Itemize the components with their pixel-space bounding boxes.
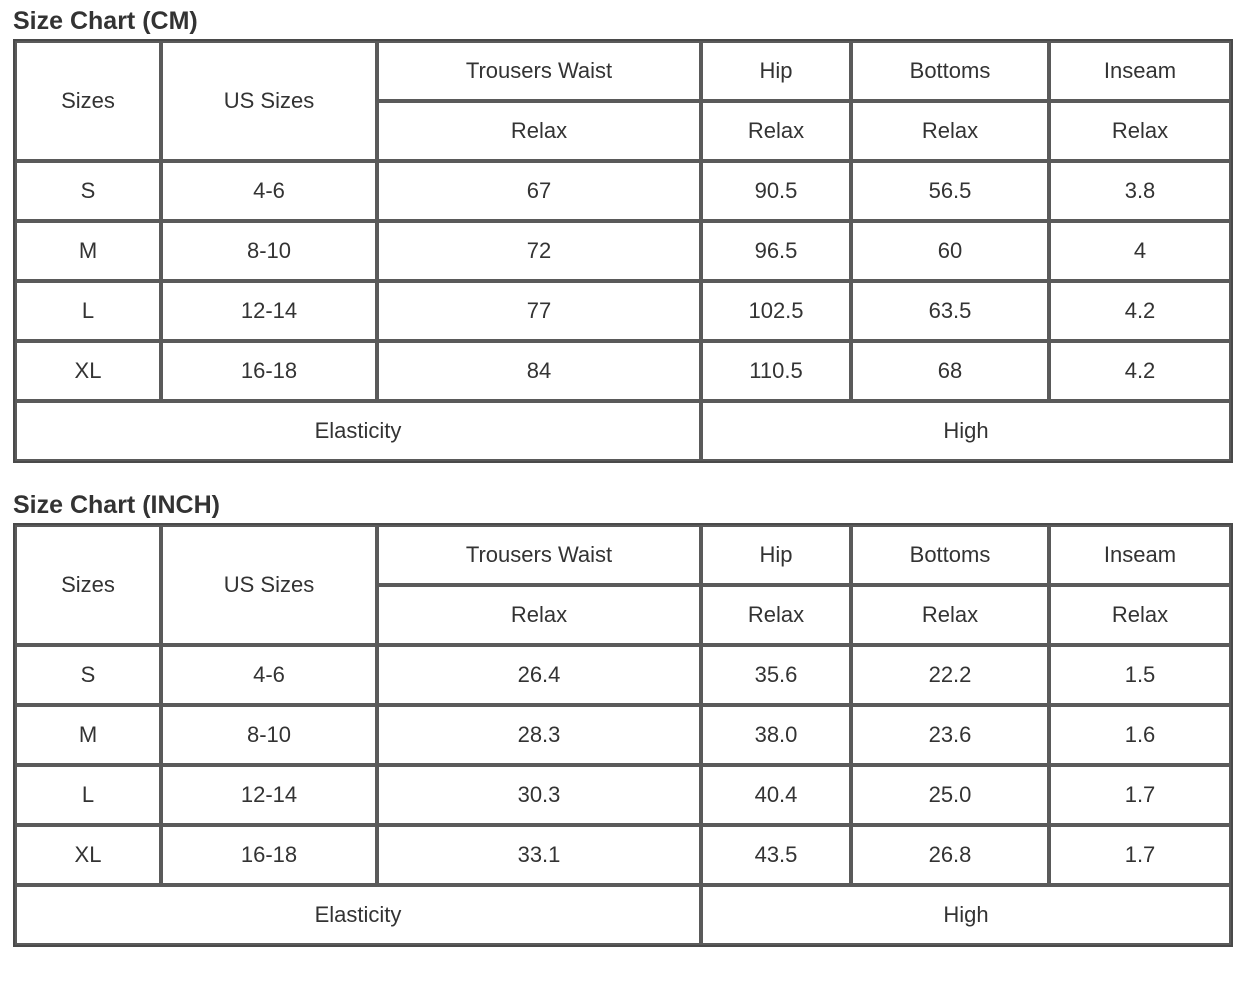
- hip-cell: 38.0: [701, 705, 851, 765]
- inseam-cell: 1.6: [1049, 705, 1231, 765]
- inseam-cell: 1.7: [1049, 825, 1231, 885]
- waist-cell: 28.3: [377, 705, 701, 765]
- size-cell: XL: [15, 825, 161, 885]
- fit-subheader: Relax: [701, 101, 851, 161]
- us-sizes-header: US Sizes: [161, 41, 377, 161]
- fit-subheader: Relax: [701, 585, 851, 645]
- size-cell: S: [15, 645, 161, 705]
- size-cell: S: [15, 161, 161, 221]
- waist-cell: 33.1: [377, 825, 701, 885]
- inch-chart-title: Size Chart (INCH): [13, 491, 220, 519]
- inseam-cell: 1.5: [1049, 645, 1231, 705]
- us-size-cell: 12-14: [161, 765, 377, 825]
- elasticity-label: Elasticity: [15, 885, 701, 945]
- footer-row: [15, 885, 1231, 945]
- size-cell: M: [15, 221, 161, 281]
- fit-subheader: Relax: [1049, 585, 1231, 645]
- hip-cell: 90.5: [701, 161, 851, 221]
- bottoms-header: Bottoms: [851, 525, 1049, 585]
- inseam-cell: 4: [1049, 221, 1231, 281]
- table-row: [15, 645, 1231, 705]
- table-row: [15, 825, 1231, 885]
- bottoms-cell: 22.2: [851, 645, 1049, 705]
- inseam-header: Inseam: [1049, 41, 1231, 101]
- elasticity-value: High: [701, 401, 1231, 461]
- waist-cell: 67: [377, 161, 701, 221]
- waist-cell: 77: [377, 281, 701, 341]
- fit-subheader: Relax: [377, 585, 701, 645]
- cm-size-table: [13, 39, 1233, 463]
- table-row: [15, 161, 1231, 221]
- cm-chart-title: Size Chart (CM): [13, 7, 198, 35]
- bottoms-cell: 25.0: [851, 765, 1049, 825]
- elasticity-value: High: [701, 885, 1231, 945]
- us-size-cell: 4-6: [161, 645, 377, 705]
- header-row: [15, 41, 1231, 101]
- waist-cell: 30.3: [377, 765, 701, 825]
- table-row: [15, 705, 1231, 765]
- size-cell: L: [15, 765, 161, 825]
- us-size-cell: 16-18: [161, 341, 377, 401]
- sizes-header: Sizes: [15, 525, 161, 645]
- bottoms-cell: 26.8: [851, 825, 1049, 885]
- trousers-waist-header: Trousers Waist: [377, 41, 701, 101]
- elasticity-label: Elasticity: [15, 401, 701, 461]
- us-size-cell: 12-14: [161, 281, 377, 341]
- inseam-cell: 1.7: [1049, 765, 1231, 825]
- bottoms-cell: 63.5: [851, 281, 1049, 341]
- us-size-cell: 16-18: [161, 825, 377, 885]
- footer-row: [15, 401, 1231, 461]
- table-row: [15, 341, 1231, 401]
- inch-size-table: [13, 523, 1233, 947]
- us-sizes-header: US Sizes: [161, 525, 377, 645]
- trousers-waist-header: Trousers Waist: [377, 525, 701, 585]
- fit-subheader: Relax: [851, 585, 1049, 645]
- fit-subheader: Relax: [1049, 101, 1231, 161]
- table-row: [15, 221, 1231, 281]
- inseam-header: Inseam: [1049, 525, 1231, 585]
- hip-cell: 43.5: [701, 825, 851, 885]
- hip-cell: 35.6: [701, 645, 851, 705]
- fit-subheader: Relax: [851, 101, 1049, 161]
- bottoms-cell: 56.5: [851, 161, 1049, 221]
- us-size-cell: 4-6: [161, 161, 377, 221]
- sizes-header: Sizes: [15, 41, 161, 161]
- waist-cell: 72: [377, 221, 701, 281]
- table-row: [15, 281, 1231, 341]
- hip-cell: 102.5: [701, 281, 851, 341]
- bottoms-header: Bottoms: [851, 41, 1049, 101]
- us-size-cell: 8-10: [161, 221, 377, 281]
- bottoms-cell: 23.6: [851, 705, 1049, 765]
- hip-header: Hip: [701, 41, 851, 101]
- hip-cell: 40.4: [701, 765, 851, 825]
- table-row: [15, 765, 1231, 825]
- bottoms-cell: 68: [851, 341, 1049, 401]
- inseam-cell: 3.8: [1049, 161, 1231, 221]
- us-size-cell: 8-10: [161, 705, 377, 765]
- header-row: [15, 525, 1231, 585]
- hip-cell: 96.5: [701, 221, 851, 281]
- size-cell: M: [15, 705, 161, 765]
- size-cell: XL: [15, 341, 161, 401]
- fit-subheader: Relax: [377, 101, 701, 161]
- waist-cell: 26.4: [377, 645, 701, 705]
- hip-header: Hip: [701, 525, 851, 585]
- bottoms-cell: 60: [851, 221, 1049, 281]
- hip-cell: 110.5: [701, 341, 851, 401]
- inseam-cell: 4.2: [1049, 341, 1231, 401]
- size-cell: L: [15, 281, 161, 341]
- inseam-cell: 4.2: [1049, 281, 1231, 341]
- waist-cell: 84: [377, 341, 701, 401]
